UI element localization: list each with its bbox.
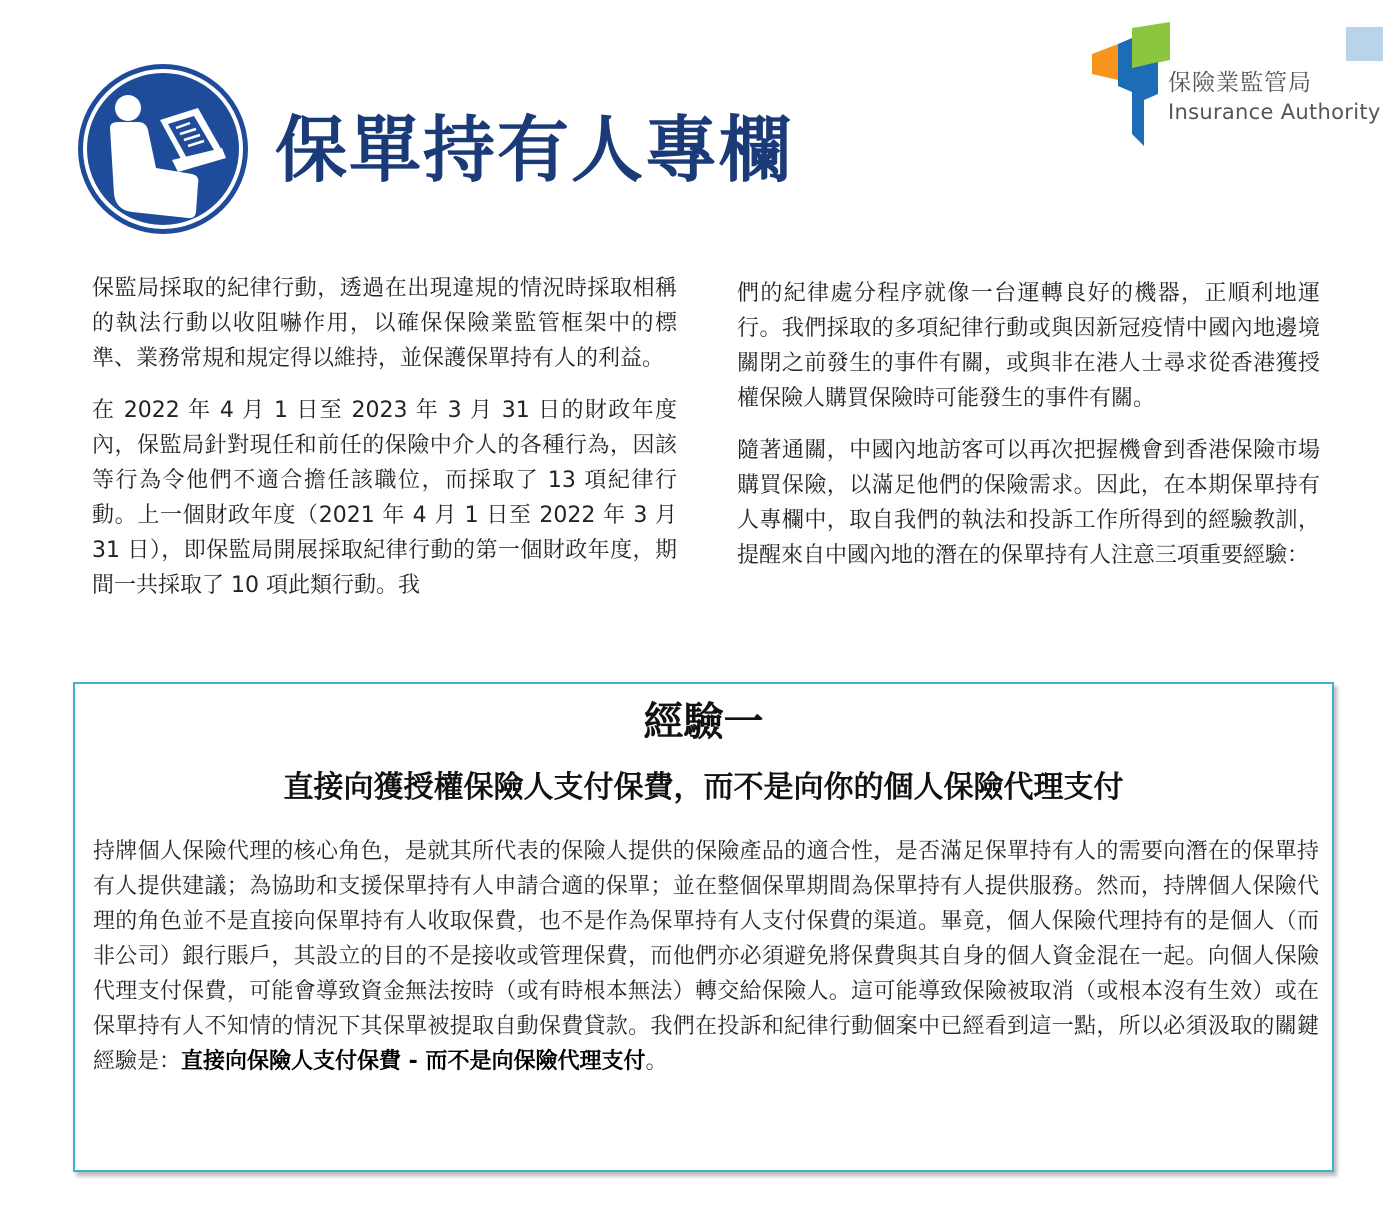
logo-mark-icon: [1088, 22, 1178, 152]
logo-name-chinese: 保險業監管局: [1168, 70, 1312, 96]
intro-paragraph: 在 2022 年 4 月 1 日至 2023 年 3 月 31 日的財政年度內，保監局針對現任和前任的保險中介人的各種行為，因該等行為令他們不適合擔任該職位，而採取了 13 項紀律行動。上一個財政年度（2021 年 4 月 1 日至 2022 年 3 月 31 日），即保監局開展採取紀律行動的第一個財政年度，期間一共採取了 10 項此類行動。我: [92, 398, 677, 598]
intro-left-column: [92, 271, 677, 620]
page-title: 保單持有人專欄: [275, 107, 794, 192]
corner-decoration: [1346, 27, 1383, 61]
lesson-title: 經驗一: [643, 698, 764, 745]
lesson-body-text: 持牌個人保險代理的核心角色，是就其所代表的保險人提供的保險產品的適合性，是否滿足保單持有人的需要向潛在的保單持有人提供建議；為協助和支援保單持有人申請合適的保單；並在整個保單期間為保單持有人提供服務。然而，持牌個人保險代理的角色並不是直接向保單持有人收取保費，也不是作為保單持有人支付保費的渠道。畢竟，個人保險代理持有的是個人（而非公司）銀行賬戶，其設立的目的不是接收或管理保費，而他們亦必須避免將保費與其自身的個人資金混在一起。向個人保險代理支付保費，可能會導致資金無法按時（或有時根本無法）轉交給保險人。這可能導致保險被取消（或根本沒有生效）或在保單持有人不知情的情況下其保單被提取自動保費貸款。我們在投訴和紀律行動個案中已經看到這一點，所以必須汲取的關鍵經驗是：: [93, 839, 1319, 1074]
reading-person-icon: [76, 62, 250, 236]
intro-paragraph: 們的紀律處分程序就像一台運轉良好的機器，正順利地運行。我們採取的多項紀律行動或與因新冠疫情中國內地邊境關閉之前發生的事件有關，或與非在港人士尋求從香港獲授權保險人購買保險時可能發生的事件有關。: [737, 281, 1320, 411]
lesson-body: [93, 834, 1319, 1079]
logo-name-english: Insurance Authority: [1168, 100, 1381, 124]
lesson-subtitle: 直接向獲授權保險人支付保費，而不是向你的個人保險代理支付: [283, 770, 1124, 805]
lesson-key-point: 直接向保險人支付保費 - 而不是向保險代理支付: [181, 1049, 646, 1074]
lesson-end-mark: 。: [645, 1049, 668, 1074]
lesson-box: [73, 682, 1334, 1172]
insurance-authority-logo: [1088, 22, 1381, 152]
intro-paragraph: 隨著通關，中國內地訪客可以再次把握機會到香港保險市場購買保險，以滿足他們的保險需求。因此，在本期保單持有人專欄中，取自我們的執法和投訴工作所得到的經驗教訓，提醒來自中國內地的潛在的保單持有人注意三項重要經驗：: [737, 438, 1320, 568]
header-icon: [76, 62, 250, 236]
intro-right-column: [737, 276, 1320, 590]
intro-paragraph: 保監局採取的紀律行動，透過在出現違規的情況時採取相稱的執法行動以收阻嚇作用，以確保保險業監管框架中的標準、業務常規和規定得以維持，並保護保單持有人的利益。: [92, 276, 677, 371]
